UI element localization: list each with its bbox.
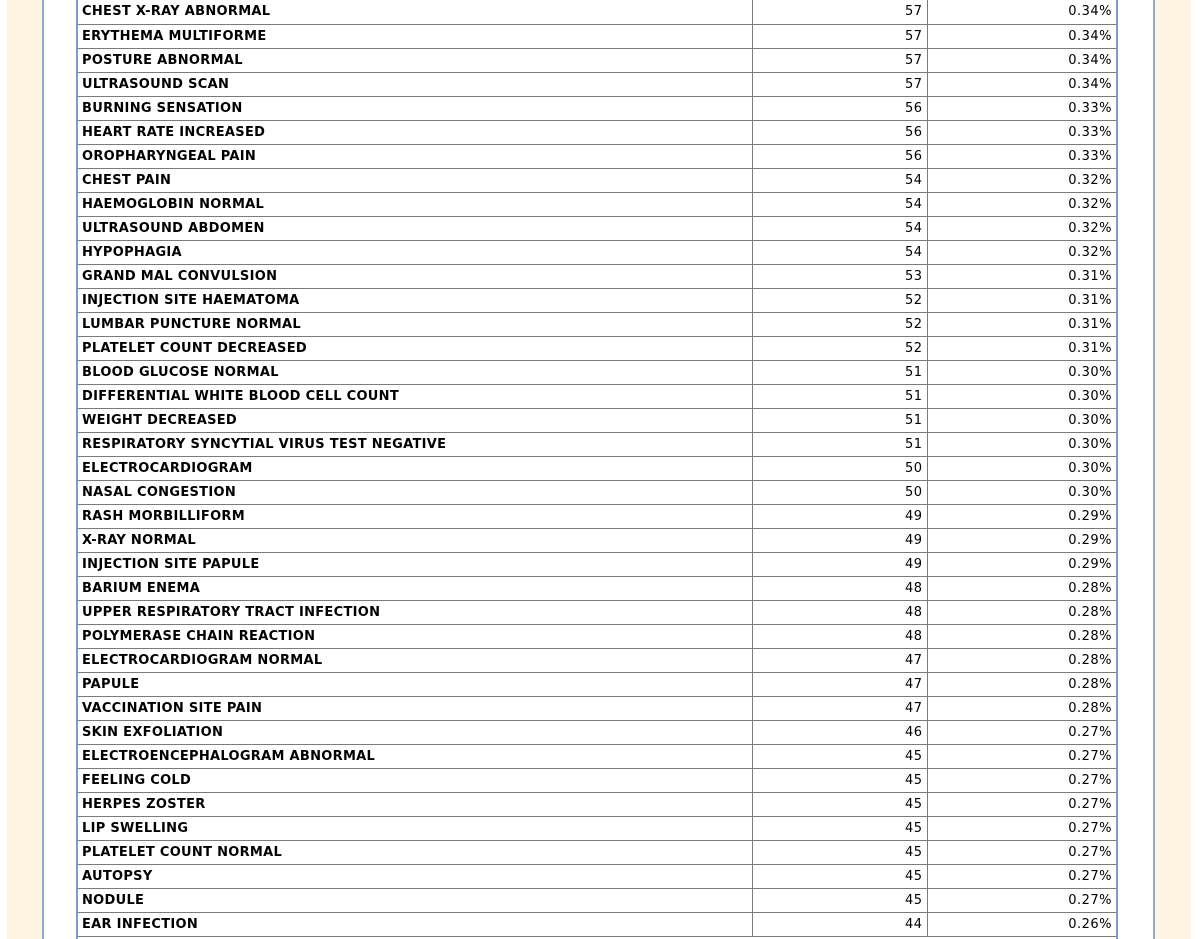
event-name-cell: CHEST PAIN xyxy=(78,168,752,192)
table-row xyxy=(78,768,1116,792)
event-count-cell: 46 xyxy=(752,720,927,744)
event-name-cell: NASAL CONGESTION xyxy=(78,480,752,504)
event-name-cell: ULTRASOUND ABDOMEN xyxy=(78,216,752,240)
event-percent-cell: 0.27% xyxy=(927,768,1116,792)
event-percent-cell: 0.28% xyxy=(927,672,1116,696)
event-percent-cell: 0.33% xyxy=(927,120,1116,144)
event-name-cell: RESPIRATORY SYNCYTIAL VIRUS TEST NEGATIVE xyxy=(78,432,752,456)
event-name-cell: AUTOPSY xyxy=(78,864,752,888)
event-count-cell: 47 xyxy=(752,648,927,672)
event-percent-cell: 0.26% xyxy=(927,912,1116,936)
event-count-cell: 54 xyxy=(752,168,927,192)
event-percent-cell: 0.27% xyxy=(927,744,1116,768)
event-count-cell: 56 xyxy=(752,96,927,120)
event-name-cell: ELECTROENCEPHALOGRAM ABNORMAL xyxy=(78,744,752,768)
right-margin xyxy=(1155,0,1191,939)
event-percent-cell: 0.32% xyxy=(927,240,1116,264)
event-name-cell: NODULE xyxy=(78,888,752,912)
event-percent-cell: 0.29% xyxy=(927,552,1116,576)
event-percent-cell: 0.30% xyxy=(927,456,1116,480)
left-margin xyxy=(7,0,42,939)
table-row xyxy=(78,624,1116,648)
table-row xyxy=(78,24,1116,48)
event-percent-cell: 0.27% xyxy=(927,888,1116,912)
event-count-cell: 45 xyxy=(752,888,927,912)
event-name-cell: LIP SWELLING xyxy=(78,816,752,840)
table-row xyxy=(78,840,1116,864)
event-name-cell: FEELING COLD xyxy=(78,768,752,792)
event-name-cell: ELECTROCARDIOGRAM xyxy=(78,456,752,480)
event-count-cell: 51 xyxy=(752,432,927,456)
event-name-cell: HERPES ZOSTER xyxy=(78,792,752,816)
event-name-cell: INJECTION SITE PAPULE xyxy=(78,552,752,576)
event-name-cell: ELECTROCARDIOGRAM NORMAL xyxy=(78,648,752,672)
event-name-cell: PLATELET COUNT DECREASED xyxy=(78,336,752,360)
event-percent-cell: 0.28% xyxy=(927,696,1116,720)
event-count-cell: 57 xyxy=(752,0,927,24)
event-count-cell: 53 xyxy=(752,264,927,288)
event-count-cell: 57 xyxy=(752,24,927,48)
table-row xyxy=(78,408,1116,432)
table-row xyxy=(78,120,1116,144)
event-percent-cell: 0.30% xyxy=(927,360,1116,384)
event-name-cell: LUMBAR PUNCTURE NORMAL xyxy=(78,312,752,336)
event-count-cell: 45 xyxy=(752,792,927,816)
table-row xyxy=(78,432,1116,456)
table-row xyxy=(78,456,1116,480)
event-count-cell: 57 xyxy=(752,72,927,96)
event-name-cell: VACCINATION SITE PAIN xyxy=(78,696,752,720)
event-count-cell: 51 xyxy=(752,384,927,408)
table-row xyxy=(78,312,1116,336)
event-percent-cell: 0.32% xyxy=(927,216,1116,240)
event-name-cell: INJECTION SITE HAEMATOMA xyxy=(78,288,752,312)
event-name-cell: ULTRASOUND SCAN xyxy=(78,72,752,96)
results-table-container xyxy=(76,0,1118,939)
table-row xyxy=(78,360,1116,384)
event-name-cell: X-RAY NORMAL xyxy=(78,528,752,552)
table-row xyxy=(78,48,1116,72)
event-name-cell: EAR INFECTION xyxy=(78,912,752,936)
event-count-cell: 47 xyxy=(752,672,927,696)
table-row xyxy=(78,552,1116,576)
table-row xyxy=(78,336,1116,360)
table-row xyxy=(78,480,1116,504)
event-percent-cell: 0.33% xyxy=(927,144,1116,168)
event-count-cell: 52 xyxy=(752,312,927,336)
table-row xyxy=(78,720,1116,744)
event-count-cell: 45 xyxy=(752,840,927,864)
event-name-cell: ERYTHEMA MULTIFORME xyxy=(78,24,752,48)
event-percent-cell: 0.30% xyxy=(927,432,1116,456)
event-count-cell: 54 xyxy=(752,192,927,216)
event-name-cell: BLOOD GLUCOSE NORMAL xyxy=(78,360,752,384)
event-count-cell: 51 xyxy=(752,408,927,432)
event-count-cell: 56 xyxy=(752,144,927,168)
table-row xyxy=(78,264,1116,288)
event-name-cell: PAPULE xyxy=(78,672,752,696)
event-percent-cell: 0.27% xyxy=(927,864,1116,888)
results-table-body xyxy=(78,0,1116,936)
event-count-cell: 50 xyxy=(752,456,927,480)
event-percent-cell: 0.34% xyxy=(927,48,1116,72)
event-name-cell: POSTURE ABNORMAL xyxy=(78,48,752,72)
event-name-cell: HEART RATE INCREASED xyxy=(78,120,752,144)
event-percent-cell: 0.34% xyxy=(927,0,1116,24)
event-count-cell: 44 xyxy=(752,912,927,936)
event-count-cell: 48 xyxy=(752,624,927,648)
event-count-cell: 48 xyxy=(752,576,927,600)
event-percent-cell: 0.27% xyxy=(927,840,1116,864)
table-row xyxy=(78,672,1116,696)
event-percent-cell: 0.34% xyxy=(927,24,1116,48)
table-row xyxy=(78,144,1116,168)
event-percent-cell: 0.28% xyxy=(927,576,1116,600)
event-count-cell: 50 xyxy=(752,480,927,504)
event-name-cell: UPPER RESPIRATORY TRACT INFECTION xyxy=(78,600,752,624)
event-count-cell: 49 xyxy=(752,528,927,552)
event-name-cell: BARIUM ENEMA xyxy=(78,576,752,600)
event-name-cell: RASH MORBILLIFORM xyxy=(78,504,752,528)
event-percent-cell: 0.31% xyxy=(927,312,1116,336)
table-row xyxy=(78,792,1116,816)
event-count-cell: 45 xyxy=(752,864,927,888)
event-percent-cell: 0.31% xyxy=(927,288,1116,312)
table-row xyxy=(78,888,1116,912)
results-table xyxy=(78,0,1116,937)
event-percent-cell: 0.31% xyxy=(927,336,1116,360)
event-count-cell: 52 xyxy=(752,336,927,360)
table-row xyxy=(78,216,1116,240)
table-row xyxy=(78,528,1116,552)
event-percent-cell: 0.29% xyxy=(927,528,1116,552)
event-name-cell: DIFFERENTIAL WHITE BLOOD CELL COUNT xyxy=(78,384,752,408)
table-row xyxy=(78,816,1116,840)
event-count-cell: 56 xyxy=(752,120,927,144)
table-row xyxy=(78,696,1116,720)
event-percent-cell: 0.33% xyxy=(927,96,1116,120)
table-row xyxy=(78,648,1116,672)
event-count-cell: 45 xyxy=(752,816,927,840)
table-row xyxy=(78,744,1116,768)
event-percent-cell: 0.30% xyxy=(927,480,1116,504)
event-count-cell: 54 xyxy=(752,216,927,240)
event-count-cell: 45 xyxy=(752,768,927,792)
event-count-cell: 49 xyxy=(752,552,927,576)
event-name-cell: BURNING SENSATION xyxy=(78,96,752,120)
event-percent-cell: 0.27% xyxy=(927,816,1116,840)
event-percent-cell: 0.30% xyxy=(927,408,1116,432)
event-count-cell: 45 xyxy=(752,744,927,768)
event-name-cell: WEIGHT DECREASED xyxy=(78,408,752,432)
event-name-cell: POLYMERASE CHAIN REACTION xyxy=(78,624,752,648)
event-percent-cell: 0.28% xyxy=(927,648,1116,672)
event-count-cell: 52 xyxy=(752,288,927,312)
table-row xyxy=(78,600,1116,624)
event-name-cell: HYPOPHAGIA xyxy=(78,240,752,264)
table-row xyxy=(78,168,1116,192)
event-count-cell: 48 xyxy=(752,600,927,624)
event-name-cell: HAEMOGLOBIN NORMAL xyxy=(78,192,752,216)
event-percent-cell: 0.28% xyxy=(927,600,1116,624)
event-name-cell: GRAND MAL CONVULSION xyxy=(78,264,752,288)
event-percent-cell: 0.27% xyxy=(927,792,1116,816)
event-count-cell: 51 xyxy=(752,360,927,384)
table-row xyxy=(78,912,1116,936)
event-count-cell: 57 xyxy=(752,48,927,72)
table-row xyxy=(78,384,1116,408)
event-percent-cell: 0.28% xyxy=(927,624,1116,648)
event-count-cell: 49 xyxy=(752,504,927,528)
event-percent-cell: 0.29% xyxy=(927,504,1116,528)
table-row xyxy=(78,72,1116,96)
event-name-cell: PLATELET COUNT NORMAL xyxy=(78,840,752,864)
event-percent-cell: 0.34% xyxy=(927,72,1116,96)
table-row xyxy=(78,288,1116,312)
event-percent-cell: 0.32% xyxy=(927,168,1116,192)
event-percent-cell: 0.32% xyxy=(927,192,1116,216)
table-row xyxy=(78,240,1116,264)
event-count-cell: 54 xyxy=(752,240,927,264)
table-row xyxy=(78,504,1116,528)
event-name-cell: SKIN EXFOLIATION xyxy=(78,720,752,744)
event-name-cell: OROPHARYNGEAL PAIN xyxy=(78,144,752,168)
table-row xyxy=(78,576,1116,600)
table-row xyxy=(78,192,1116,216)
event-count-cell: 47 xyxy=(752,696,927,720)
table-row xyxy=(78,0,1116,24)
event-percent-cell: 0.31% xyxy=(927,264,1116,288)
event-percent-cell: 0.27% xyxy=(927,720,1116,744)
event-percent-cell: 0.30% xyxy=(927,384,1116,408)
table-row xyxy=(78,96,1116,120)
table-row xyxy=(78,864,1116,888)
event-name-cell: CHEST X-RAY ABNORMAL xyxy=(78,0,752,24)
